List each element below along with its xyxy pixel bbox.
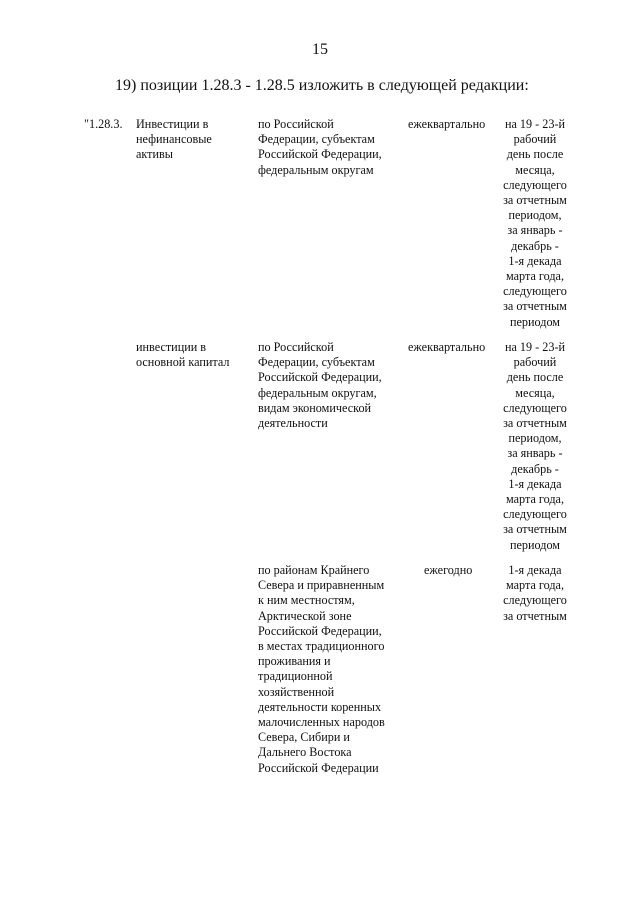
deadline-cell <box>494 563 576 624</box>
deadline-line: периодом <box>509 314 561 329</box>
breakdown-line: Дальнего Востока <box>258 745 352 760</box>
deadline-line: за отчетным <box>503 416 567 431</box>
deadline-line: марта года, <box>506 269 564 284</box>
indicator-line: Инвестиции в <box>136 117 209 131</box>
breakdown-line: в местах традиционного <box>258 639 385 654</box>
deadline-line: марта года, <box>506 492 564 507</box>
deadline-line: следующего <box>503 507 567 522</box>
breakdown-line: по Российской <box>258 340 334 354</box>
position-code: "1.28.3. <box>84 117 123 131</box>
deadline-cell <box>494 340 576 553</box>
deadline-line: за отчетным <box>503 193 567 208</box>
breakdown-line: традиционной <box>258 669 333 684</box>
indicator-line: активы <box>136 147 173 162</box>
deadline-line: периодом <box>509 537 561 552</box>
breakdown-line: Российской Федерации, <box>258 370 382 385</box>
frequency-cell: ежеквартально <box>408 117 486 131</box>
deadline-line: за отчетным <box>503 608 567 623</box>
deadline-line: следующего <box>503 400 567 415</box>
indicator-line: основной капитал <box>136 355 230 370</box>
deadline-line: 1-я декада <box>508 476 562 491</box>
breakdown-line: малочисленных народов <box>258 715 385 730</box>
breakdown-line: федеральным округам <box>258 162 374 177</box>
breakdown-line: деятельности <box>258 416 328 431</box>
indicator-line: инвестиции в <box>136 340 207 354</box>
deadline-line: день после <box>506 370 564 385</box>
deadline-line: на 19 - 23-й <box>504 117 566 131</box>
deadline-line: следующего <box>503 284 567 299</box>
deadline-line: день после <box>506 147 564 162</box>
breakdown-line: видам экономической <box>258 400 372 415</box>
breakdown-line: Арктической зоне <box>258 608 352 623</box>
deadline-line: декабрь - <box>511 461 559 476</box>
deadline-line: за отчетным <box>503 299 567 314</box>
deadline-line: рабочий <box>513 132 557 147</box>
breakdown-line: Российской Федерации <box>258 760 379 775</box>
breakdown-cell <box>258 563 403 776</box>
breakdown-line: Федерации, субъектам <box>258 132 375 147</box>
indicator-line: нефинансовые <box>136 132 212 147</box>
frequency-cell: ежегодно <box>424 563 473 577</box>
breakdown-line: Севера и приравненным <box>258 578 385 593</box>
breakdown-line: Российской Федерации, <box>258 147 382 162</box>
deadline-line: периодом, <box>508 208 562 223</box>
breakdown-line: по Российской <box>258 117 334 131</box>
deadline-line: следующего <box>503 177 567 192</box>
frequency-cell: ежеквартально <box>408 340 486 354</box>
indicator-cell <box>136 117 246 163</box>
breakdown-line: проживания и <box>258 654 331 669</box>
page-number: 15 <box>312 41 328 58</box>
deadline-cell <box>494 117 576 330</box>
deadline-line: рабочий <box>513 355 557 370</box>
amendment-heading: 19) позиции 1.28.3 - 1.28.5 изложить в следующей редакции: <box>115 77 529 94</box>
deadline-line: марта года, <box>506 578 564 593</box>
breakdown-line: хозяйственной <box>258 684 335 699</box>
deadline-line: за январь - <box>507 446 563 461</box>
breakdown-cell <box>258 117 403 178</box>
deadline-line: 1-я декада <box>508 253 562 268</box>
breakdown-line: по районам Крайнего <box>258 563 370 577</box>
deadline-line: на 19 - 23-й <box>504 340 566 354</box>
breakdown-line: Севера, Сибири и <box>258 730 350 745</box>
deadline-line: периодом, <box>508 431 562 446</box>
breakdown-line: Российской Федерации, <box>258 623 382 638</box>
deadline-line: за отчетным <box>503 522 567 537</box>
breakdown-cell <box>258 340 403 431</box>
breakdown-line: к ним местностям, <box>258 593 355 608</box>
deadline-line: 1-я декада <box>508 563 562 577</box>
indicator-cell <box>136 340 246 370</box>
breakdown-line: деятельности коренных <box>258 699 382 714</box>
deadline-line: месяца, <box>515 385 555 400</box>
deadline-line: следующего <box>503 593 567 608</box>
deadline-line: за январь - <box>507 223 563 238</box>
deadline-line: месяца, <box>515 162 555 177</box>
breakdown-line: федеральным округам, <box>258 385 377 400</box>
breakdown-line: Федерации, субъектам <box>258 355 375 370</box>
deadline-line: декабрь - <box>511 238 559 253</box>
